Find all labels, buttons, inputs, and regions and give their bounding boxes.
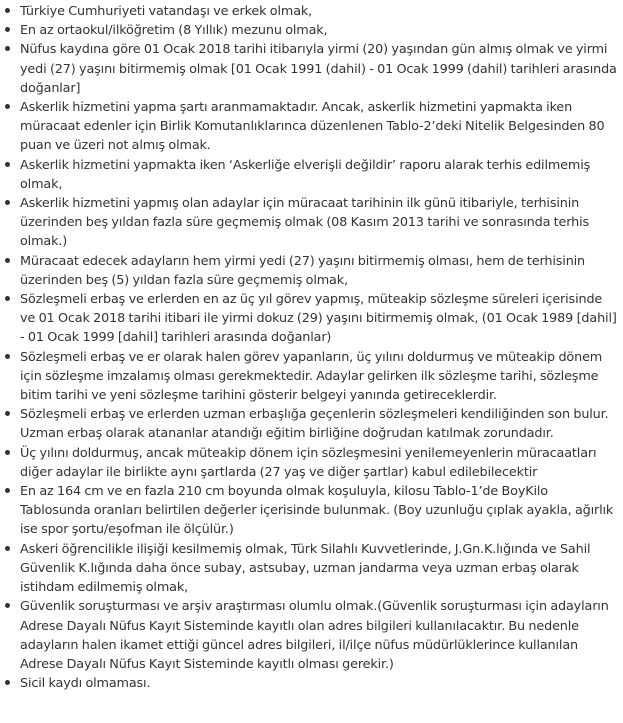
list-item: Askeri öğrencilikle ilişiği kesilmemiş olmak, Türk Silahlı Kuvvetlerinde, J.Gn.K.lığında ve Sahil Güvenlik K.lığında daha önce subay, astsubay, uzman jandarma veya uzman erbaş olarak istihdam edilmemiş olmak, [0, 540, 623, 598]
list-item: Askerlik hizmetini yapmakta iken ‘Askerliğe elverişli değildir’ raporu alarak terhis edilmemiş olmak, [0, 156, 623, 194]
list-item: Sözleşmeli erbaş ve er olarak halen görev yapanların, üç yılını doldurmuş ve müteakip dönem için sözleşme imzalamış olması gerekmektedir. Adaylar gelirken ilk sözleşme tarihi, sözleşme bitim tarihi ve yeni sözleşme tarihini gösterir belgeyi yanında getireceklerdir. [0, 348, 623, 406]
list-item: En az 164 cm ve en fazla 210 cm boyunda olmak koşuluyla, kilosu Tablo-1’de BoyKilo Tablosunda oranları belirtilen değerler içerisinde bulunmak. (Boy uzunluğu çıplak ayakla, ağırlık ise spor şortu/eşofman ile ölçülür.) [0, 482, 623, 540]
list-item: Sözleşmeli erbaş ve erlerden uzman erbaşlığa geçenlerin sözleşmeleri kendiliğinden son bulur. Uzman erbaş olarak atananlar atandığı eğitim birliğine doğrudan katılmak zorundadır. [0, 405, 623, 443]
list-item: Üç yılını doldurmuş, ancak müteakip dönem için sözleşmesini yenilemeyenlerin müracaatları diğer adaylar ile birlikte aynı şartlarda (27 yaş ve diğer şartlar) kabul edilebilecektir [0, 444, 623, 482]
list-item: Askerlik hizmetini yapma şartı aranmamaktadır. Ancak, askerlik hizmetini yapmakta iken müracaat edenler için Birlik Komutanlıklarınca düzenlenen Tablo-2’deki Nitelik Belgesinden 80 puan ve üzeri not almış olmak. [0, 98, 623, 156]
list-item: Nüfus kaydına göre 01 Ocak 2018 tarihi itibarıyla yirmi (20) yaşından gün almış olmak ve yirmi yedi (27) yaşını bitirmemiş olmak [01 Ocak 1991 (dahil) - 01 Ocak 1999 (dahil) tarihleri arasında doğanlar] [0, 40, 623, 98]
list-item: En az ortaokul/ilköğretim (8 Yıllık) mezunu olmak, [0, 21, 623, 40]
list-item: Sözleşmeli erbaş ve erlerden en az üç yıl görev yapmış, müteakip sözleşme süreleri içerisinde ve 01 Ocak 2018 tarihi itibari ile yirmi dokuz (29) yaşını bitirmemiş olmak, (01 Ocak 1989 [dahil] - 01 Ocak 1999 [dahil] tarihleri arasında doğanlar) [0, 290, 623, 348]
list-item: Güvenlik soruşturması ve arşiv araştırması olumlu olmak.(Güvenlik soruşturması için adayların Adrese Dayalı Nüfus Kayıt Sisteminde kayıtlı olan adres bilgileri kullanılacaktır. Bu nedenle adayların halen ikamet ettiği güncel adres bilgileri, il/ilçe nüfus müdürlüklerince kullanılan Adrese Dayalı Nüfus Kayıt Sisteminde kayıtlı olması gerekir.) [0, 597, 623, 674]
list-item: Müracaat edecek adayların hem yirmi yedi (27) yaşını bitirmemiş olması, hem de terhisinin üzerinden beş (5) yıldan fazla süre geçmemiş olmak, [0, 252, 623, 290]
requirements-list [0, 2, 623, 693]
list-item: Sicil kaydı olmaması. [0, 674, 623, 693]
list-item: Türkiye Cumhuriyeti vatandaşı ve erkek olmak, [0, 2, 623, 21]
list-item: Askerlik hizmetini yapmış olan adaylar için müracaat tarihinin ilk günü itibariyle, terhisinin üzerinden beş yıldan fazla süre geçmemiş olmak (08 Kasım 2013 tarihi ve sonrasında terhis olmak.) [0, 194, 623, 252]
